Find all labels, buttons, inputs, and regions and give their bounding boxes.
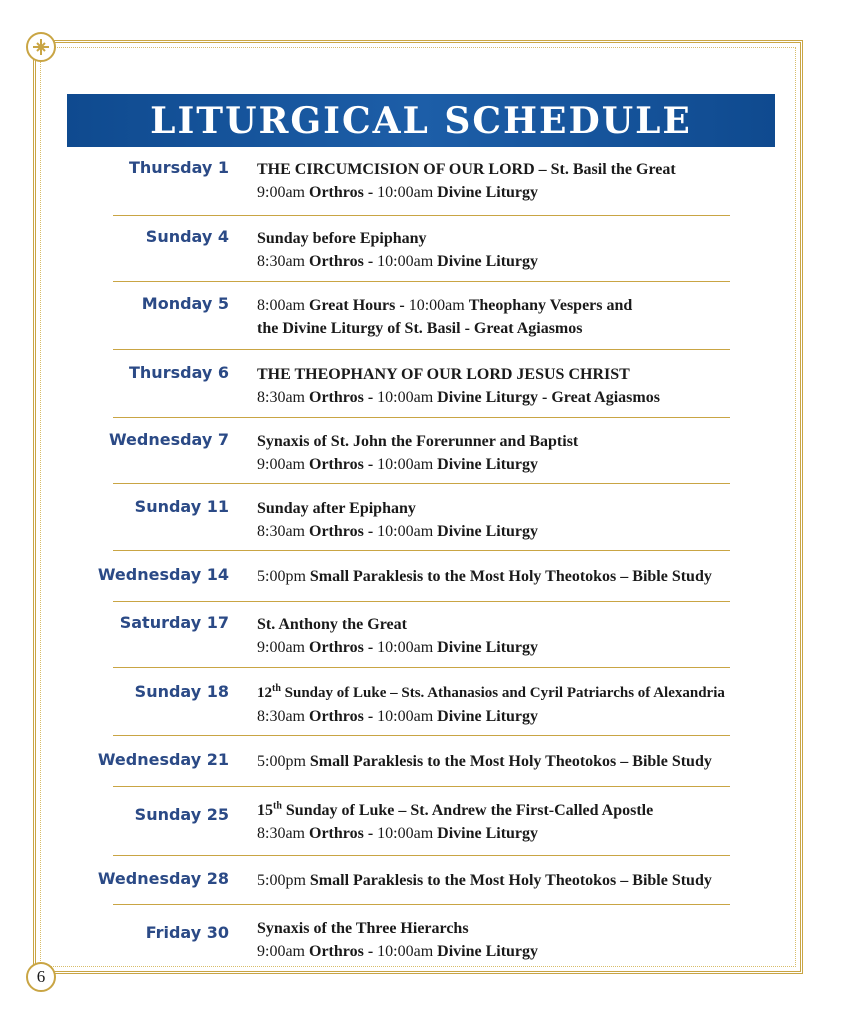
- schedule-row: [70, 613, 790, 659]
- schedule-row: [70, 430, 790, 476]
- page-number: 6: [26, 962, 56, 992]
- time: 10:00am: [377, 708, 434, 725]
- day-label: Wednesday 14: [97, 565, 229, 584]
- service: Divine Liturgy: [437, 825, 539, 842]
- time: 8:30am: [257, 825, 305, 842]
- time: 10:00am: [377, 184, 434, 201]
- divider: [113, 786, 730, 787]
- service: Orthros -: [309, 389, 374, 406]
- schedule-row: [70, 363, 790, 409]
- event-title: St. Anthony the Great: [257, 616, 407, 633]
- time: 9:00am: [257, 456, 305, 473]
- event-title: Synaxis of the Three Hierarchs: [257, 920, 469, 937]
- time: 5:00pm: [257, 568, 306, 585]
- service: Small Paraklesis to the Most Holy Theotokos – Bible Study: [309, 568, 712, 585]
- day-label: Monday 5: [141, 294, 229, 313]
- time: 10:00am: [408, 297, 465, 314]
- time: 8:30am: [257, 389, 305, 406]
- time: 10:00am: [377, 639, 434, 656]
- schedule-row: [70, 682, 790, 728]
- time: 5:00pm: [257, 753, 306, 770]
- event-title: Sunday of Luke – St. Andrew the First-Called Apostle: [281, 802, 654, 819]
- service: Divine Liturgy: [437, 456, 539, 473]
- time: 10:00am: [377, 825, 434, 842]
- event-title: THE THEOPHANY OF OUR LORD JESUS CHRIST: [257, 366, 630, 383]
- day-label: Wednesday 21: [97, 750, 229, 769]
- service: Divine Liturgy: [437, 943, 539, 960]
- divider: [113, 215, 730, 216]
- service: Orthros -: [309, 943, 374, 960]
- schedule-row: [70, 227, 790, 273]
- time: 10:00am: [377, 456, 434, 473]
- divider: [113, 735, 730, 736]
- time: 10:00am: [377, 389, 434, 406]
- divider: [113, 904, 730, 905]
- time: 9:00am: [257, 943, 305, 960]
- time: 5:00pm: [257, 872, 306, 889]
- day-label: Wednesday 7: [108, 430, 229, 449]
- service: Divine Liturgy - Great Agiasmos: [437, 389, 660, 406]
- service: Orthros -: [309, 639, 374, 656]
- service: Divine Liturgy: [437, 523, 539, 540]
- service: Great Hours -: [309, 297, 405, 314]
- ordinal-suffix: th: [273, 800, 282, 812]
- service: Orthros -: [309, 708, 374, 725]
- ordinal: 15: [257, 802, 273, 819]
- day-label: Sunday 11: [134, 497, 229, 516]
- service: Orthros -: [309, 523, 374, 540]
- service: Divine Liturgy: [437, 708, 539, 725]
- divider: [113, 667, 730, 668]
- page-title: LITURGICAL SCHEDULE: [150, 99, 692, 142]
- service: Orthros -: [309, 184, 374, 201]
- service: Small Paraklesis to the Most Holy Theotokos – Bible Study: [309, 872, 712, 889]
- event-title: Synaxis of St. John the Forerunner and Baptist: [257, 433, 579, 450]
- time: 10:00am: [377, 253, 434, 270]
- divider: [113, 550, 730, 551]
- time: 10:00am: [377, 943, 434, 960]
- schedule-row: [70, 294, 790, 340]
- time: 9:00am: [257, 639, 305, 656]
- schedule-row: [70, 497, 790, 543]
- day-label: Sunday 18: [134, 682, 229, 701]
- day-label: Saturday 17: [119, 613, 229, 632]
- time: 8:00am: [257, 297, 305, 314]
- time: 8:30am: [257, 253, 305, 270]
- day-label: Thursday 1: [129, 158, 229, 177]
- schedule-row: [70, 799, 790, 845]
- divider: [113, 601, 730, 602]
- event-title: Sunday before Epiphany: [257, 230, 427, 247]
- title-banner: [67, 94, 775, 147]
- service: Divine Liturgy: [437, 639, 539, 656]
- service: Divine Liturgy: [437, 253, 539, 270]
- cross-emblem-icon: [26, 32, 56, 62]
- schedule-row: [70, 917, 790, 963]
- schedule-row: [70, 750, 790, 773]
- time: 10:00am: [377, 523, 434, 540]
- divider: [113, 417, 730, 418]
- time: 8:30am: [257, 708, 305, 725]
- divider: [113, 349, 730, 350]
- service: Orthros -: [309, 456, 374, 473]
- day-label: Sunday 25: [134, 805, 229, 824]
- event-title: Sunday of Luke – Sts. Athanasios and Cyril Patriarchs of Alexandria: [280, 685, 725, 701]
- day-label: Thursday 6: [129, 363, 229, 382]
- divider: [113, 483, 730, 484]
- event-title: Sunday after Epiphany: [257, 500, 416, 517]
- day-label: Friday 30: [145, 923, 229, 942]
- schedule-row: [70, 869, 790, 892]
- ordinal-suffix: th: [272, 683, 281, 694]
- day-label: Sunday 4: [145, 227, 229, 246]
- time: 8:30am: [257, 523, 305, 540]
- service: Theophany Vespers and: [468, 297, 633, 314]
- service: Orthros -: [309, 253, 374, 270]
- service: Orthros -: [309, 825, 374, 842]
- event-title: THE CIRCUMCISION OF OUR LORD – St. Basil the Great: [257, 161, 676, 178]
- time: 9:00am: [257, 184, 305, 201]
- divider: [113, 855, 730, 856]
- service-continued: the Divine Liturgy of St. Basil - Great Agiasmos: [257, 320, 583, 337]
- day-label: Wednesday 28: [97, 869, 229, 888]
- ordinal: 12: [257, 685, 272, 701]
- schedule-row: [70, 565, 790, 588]
- schedule-row: [70, 158, 790, 204]
- service: Divine Liturgy: [437, 184, 539, 201]
- service: Small Paraklesis to the Most Holy Theotokos – Bible Study: [309, 753, 712, 770]
- divider: [113, 281, 730, 282]
